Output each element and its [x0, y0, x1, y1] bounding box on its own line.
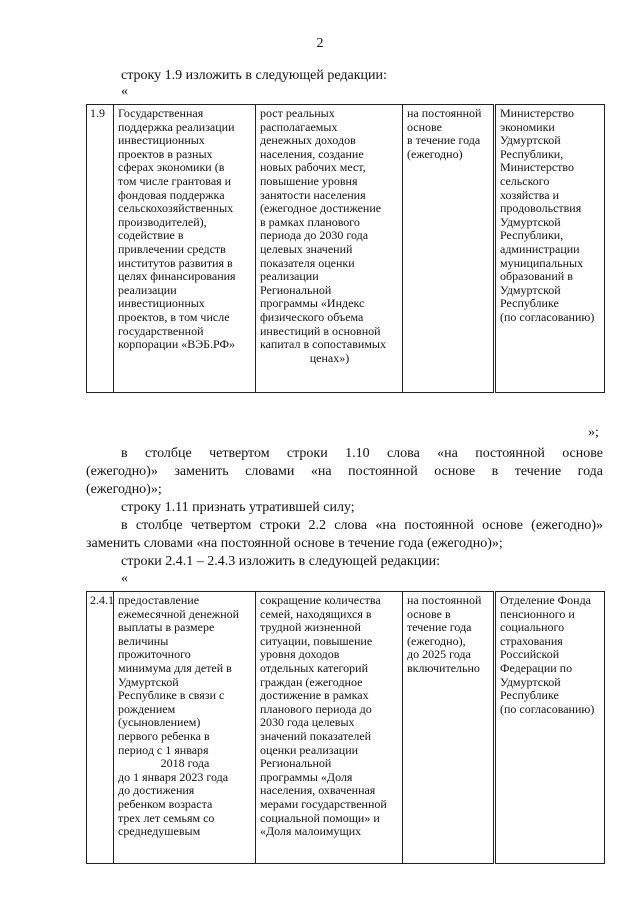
cell-line: мерами государственной	[260, 796, 387, 811]
row-number-cell	[87, 105, 114, 393]
cell-line: (по согласованию)	[500, 701, 595, 716]
cell-line: реализации	[118, 282, 177, 297]
cell-line: Республике в связи с	[118, 688, 225, 703]
cell-line: ценах»)	[309, 350, 350, 365]
cell-line: «Доля малоимущих	[260, 824, 362, 839]
table-row	[87, 105, 605, 393]
cell-line: на постоянной	[407, 593, 482, 607]
cell-line: повышение уровня	[260, 173, 358, 188]
cell-line: сельского	[500, 173, 550, 188]
deadline-cell	[403, 592, 495, 864]
cell-line: до достижения	[118, 783, 195, 798]
cell-line: Федерации по	[500, 660, 573, 675]
cell-line: Республике	[500, 688, 559, 703]
paragraph-1-10-line: в столбце четвертом строки 1.10 слова «на постоянной основе	[121, 446, 603, 461]
cell-line: физического объема	[260, 309, 364, 324]
row-number-cell	[87, 592, 114, 864]
cell-line: основе в	[407, 606, 451, 621]
cell-line: отдельных категорий	[260, 660, 369, 675]
cell-line: прожиточного	[118, 647, 191, 662]
cell-line: целях финансирования	[118, 269, 236, 284]
cell-line: Региональной	[260, 756, 332, 771]
paragraph-2-2-line: заменить словами «на постоянной основе в течение года (ежегодно)»;	[86, 536, 503, 551]
cell-line: величины	[118, 633, 169, 648]
cell-line: рост реальных	[260, 106, 335, 120]
measure-name-cell	[114, 105, 256, 393]
cell-line: Республики,	[500, 146, 564, 161]
cell-line: администрации	[500, 241, 580, 256]
cell-line: основе	[407, 119, 442, 134]
cell-line: Отделение Фонда	[500, 593, 592, 607]
cell-line: государственной	[118, 323, 204, 338]
cell-line: Удмуртской	[118, 674, 179, 689]
cell-line: включительно	[407, 660, 480, 675]
cell-line: уровня доходов	[260, 647, 340, 662]
cell-line: (усыновлением)	[118, 715, 201, 730]
cell-line: (ежегодно)	[407, 146, 463, 161]
cell-line: среднедушевым	[118, 824, 201, 839]
cell-line: предоставление	[118, 593, 200, 607]
cell-line: на постоянной	[407, 106, 482, 120]
cell-line: до 2025 года	[407, 647, 471, 662]
paragraph-1-10-line: (ежегодно)»;	[86, 482, 162, 497]
cell-line: капитал в сопоставимых	[260, 337, 386, 352]
expected-result-cell	[256, 592, 403, 864]
cell-line: сельскохозяйственных	[118, 201, 234, 216]
cell-line: населения, создание	[260, 146, 364, 161]
opening-quote: «	[121, 571, 128, 586]
cell-line: граждан (ежегодное	[260, 674, 363, 689]
cell-line: Региональной	[260, 282, 332, 297]
cell-line: программы «Доля	[260, 769, 353, 784]
deadline-cell	[403, 105, 495, 393]
cell-line: социального	[500, 620, 565, 635]
paragraph-1-10-line: (ежегодно)» заменить словами «на постоянной основе в течение года	[86, 464, 603, 479]
expected-result-cell	[256, 105, 403, 393]
cell-line: рождением	[118, 701, 176, 716]
cell-line: течение года	[407, 620, 472, 635]
intro-paragraph-row-1-9: строку 1.9 изложить в следующей редакции:	[121, 68, 387, 83]
paragraph-2-4: строки 2.4.1 – 2.4.3 изложить в следующей редакции:	[121, 554, 441, 569]
cell-line: инвестиций в основной	[260, 323, 381, 338]
responsible-executor-cell	[495, 105, 605, 393]
cell-line: в рамках планового	[260, 214, 360, 229]
cell-line: минимума для детей в	[118, 660, 232, 675]
cell-line: социальной помощи» и	[260, 810, 380, 825]
cell-line: сокращение количества	[260, 593, 381, 607]
cell-line: Удмуртской	[500, 282, 561, 297]
row-number: 2.4.1	[90, 593, 114, 607]
cell-line: Российской	[500, 647, 560, 662]
cell-line: трех лет семьям со	[118, 810, 215, 825]
cell-line: производителей),	[118, 214, 207, 229]
cell-line: располагаемых	[260, 119, 338, 134]
cell-line: проектов, в том числе	[118, 309, 230, 324]
cell-line: целевых значений	[260, 241, 353, 256]
cell-line: первого ребенка в	[118, 728, 210, 743]
cell-line: планового периода до	[260, 701, 372, 716]
amendment-table-row-1-9	[86, 104, 605, 393]
cell-line: ребенком возраста	[118, 796, 213, 811]
cell-line: продовольствия	[500, 201, 582, 216]
opening-quote: «	[121, 84, 128, 99]
cell-line: в течение года	[407, 133, 481, 148]
cell-line: Удмуртской	[500, 133, 561, 148]
cell-line: денежных доходов	[260, 133, 356, 148]
cell-line: ситуации, повышение	[260, 633, 373, 648]
cell-line: том числе грантовая и	[118, 173, 232, 188]
page-number: 2	[316, 36, 324, 51]
cell-line: пенсионного и	[500, 606, 575, 621]
cell-line: реализации	[260, 269, 319, 284]
cell-line: до 1 января 2023 года	[118, 769, 229, 784]
cell-line: выплаты в размере	[118, 620, 215, 635]
cell-line: периода до 2030 года	[260, 228, 369, 243]
cell-line: образований в	[500, 269, 573, 284]
cell-line: поддержка реализации	[118, 119, 235, 134]
table-row	[87, 592, 605, 864]
cell-line: экономики	[500, 119, 555, 134]
cell-line: корпорации «ВЭБ.РФ»	[118, 337, 235, 352]
cell-line: Удмуртской	[500, 214, 561, 229]
cell-line: Министерство	[500, 160, 574, 175]
cell-line: семей, находящихся в	[260, 606, 372, 621]
cell-line: занятости населения	[260, 187, 366, 202]
cell-line: Республике	[500, 296, 559, 311]
measure-name-cell	[114, 592, 256, 864]
cell-line: Государственная	[118, 106, 204, 120]
cell-line: институтов развития в	[118, 255, 233, 270]
cell-line: новых рабочих мест,	[260, 160, 366, 175]
cell-line: инвестиционных	[118, 133, 205, 148]
paragraph-1-11: строку 1.11 признать утратившей силу;	[121, 500, 355, 515]
cell-line: период с 1 января	[118, 742, 209, 757]
closing-quote: »;	[588, 425, 599, 440]
amendment-table-row-2-4-1	[86, 591, 605, 864]
cell-line: 2030 года целевых	[260, 715, 355, 730]
row-number: 1.9	[90, 106, 105, 120]
cell-line: муниципальных	[500, 255, 584, 270]
cell-line: показателя оценки	[260, 255, 355, 270]
cell-line: страхования	[500, 633, 563, 648]
paragraph-2-2-line: в столбце четвертом строки 2.2 слова «на постоянной основе (ежегодно)»	[121, 518, 603, 533]
cell-line: Республики,	[500, 228, 564, 243]
cell-line: (ежегодно),	[407, 633, 466, 648]
cell-line: достижение в рамках	[260, 688, 369, 703]
cell-line: (ежегодное достижение	[260, 201, 382, 216]
cell-line: трудной жизненной	[260, 620, 361, 635]
responsible-executor-cell	[495, 592, 605, 864]
cell-line: инвестиционных	[118, 296, 205, 311]
cell-line: значений показателей	[260, 728, 372, 743]
cell-line: хозяйства и	[500, 187, 560, 202]
cell-line: (по согласованию)	[500, 309, 595, 324]
cell-line: Удмуртской	[500, 674, 561, 689]
cell-line: проектов в разных	[118, 146, 213, 161]
cell-line: содействие в	[118, 228, 184, 243]
cell-line: фондовая поддержка	[118, 187, 225, 202]
cell-line: программы «Индекс	[260, 296, 365, 311]
cell-line: оценки реализации	[260, 742, 359, 757]
cell-line: 2018 года	[160, 756, 210, 771]
cell-line: сферах экономики (в	[118, 160, 225, 175]
cell-line: привлечении средств	[118, 241, 226, 256]
cell-line: населения, охваченная	[260, 783, 376, 798]
cell-line: ежемесячной денежной	[118, 606, 240, 621]
cell-line: Министерство	[500, 106, 574, 120]
